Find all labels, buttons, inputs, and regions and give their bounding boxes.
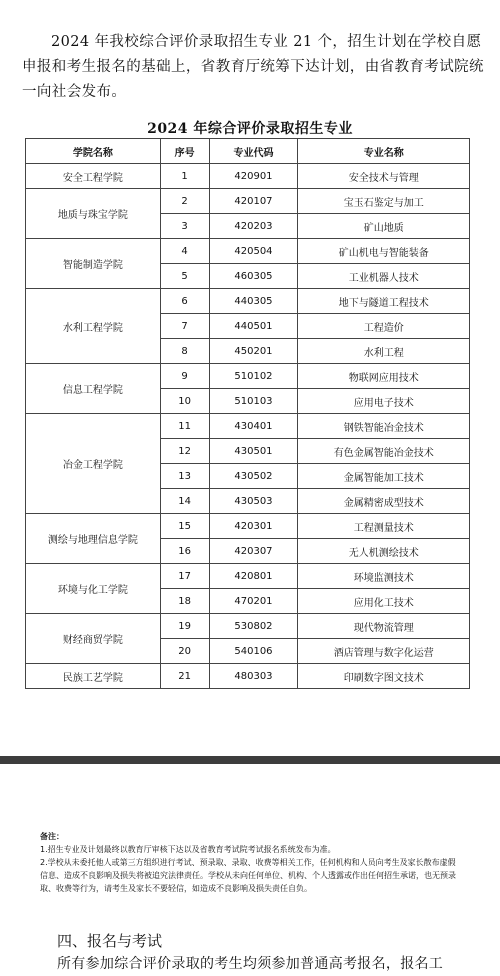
- index-cell: 20: [160, 639, 209, 664]
- code-cell: 510103: [209, 389, 298, 414]
- code-cell: 420901: [209, 164, 298, 189]
- major-cell: 矿山机电与智能装备: [298, 239, 470, 264]
- table-body: [26, 164, 470, 689]
- index-cell: 11: [160, 414, 209, 439]
- college-cell: 安全工程学院: [26, 164, 161, 189]
- major-cell: 宝玉石鉴定与加工: [298, 189, 470, 214]
- table-row: [26, 164, 470, 189]
- index-cell: 10: [160, 389, 209, 414]
- index-cell: 15: [160, 514, 209, 539]
- college-cell: 智能制造学院: [26, 239, 161, 289]
- code-cell: 430503: [209, 489, 298, 514]
- code-cell: 420801: [209, 564, 298, 589]
- code-cell: 420107: [209, 189, 298, 214]
- index-cell: 5: [160, 264, 209, 289]
- table-row: [26, 189, 470, 214]
- header-index: 序号: [160, 139, 209, 164]
- code-cell: 480303: [209, 664, 298, 689]
- college-cell: 财经商贸学院: [26, 614, 161, 664]
- table-row: [26, 664, 470, 689]
- major-cell: 工程造价: [298, 314, 470, 339]
- code-cell: 430501: [209, 439, 298, 464]
- table-row: [26, 364, 470, 389]
- code-cell: 530802: [209, 614, 298, 639]
- major-cell: 水利工程: [298, 339, 470, 364]
- table-row: [26, 289, 470, 314]
- section-heading: 四、报名与考试: [57, 932, 163, 950]
- index-cell: 14: [160, 489, 209, 514]
- code-cell: 440501: [209, 314, 298, 339]
- header-code: 专业代码: [209, 139, 298, 164]
- code-cell: 430401: [209, 414, 298, 439]
- college-cell: 测绘与地理信息学院: [26, 514, 161, 564]
- page-separator: [0, 756, 500, 764]
- index-cell: 19: [160, 614, 209, 639]
- note-item: 1.招生专业及计划最终以教育厅审核下达以及省教育考试院考试报名系统发布为准。: [40, 845, 336, 854]
- index-cell: 1: [160, 164, 209, 189]
- index-cell: 6: [160, 289, 209, 314]
- major-cell: 环境监测技术: [298, 564, 470, 589]
- major-cell: 无人机测绘技术: [298, 539, 470, 564]
- notes-block: [40, 830, 460, 895]
- index-cell: 8: [160, 339, 209, 364]
- code-cell: 420203: [209, 214, 298, 239]
- index-cell: 12: [160, 439, 209, 464]
- major-cell: 工程测量技术: [298, 514, 470, 539]
- index-cell: 3: [160, 214, 209, 239]
- major-cell: 印刷数字图文技术: [298, 664, 470, 689]
- major-cell: 安全技术与管理: [298, 164, 470, 189]
- major-cell: 地下与隧道工程技术: [298, 289, 470, 314]
- major-cell: 现代物流管理: [298, 614, 470, 639]
- index-cell: 17: [160, 564, 209, 589]
- code-cell: 420307: [209, 539, 298, 564]
- college-cell: 地质与珠宝学院: [26, 189, 161, 239]
- college-cell: 冶金工程学院: [26, 414, 161, 514]
- table-row: [26, 564, 470, 589]
- table-row: [26, 414, 470, 439]
- intro-paragraph: 2024 年我校综合评价录取招生专业 21 个，招生计划在学校自愿申报和考生报名的基础上，省教育厅统筹下达计划，由省教育考试院统一向社会发布。: [22, 34, 484, 100]
- majors-table: [25, 138, 470, 689]
- body-text-line: 所有参加综合评价录取的考生均须参加普通高考报名，报名工: [57, 956, 444, 972]
- header-college: 学院名称: [26, 139, 161, 164]
- index-cell: 18: [160, 589, 209, 614]
- code-cell: 420301: [209, 514, 298, 539]
- index-cell: 9: [160, 364, 209, 389]
- code-cell: 440305: [209, 289, 298, 314]
- code-cell: 470201: [209, 589, 298, 614]
- college-cell: 环境与化工学院: [26, 564, 161, 614]
- major-cell: 物联网应用技术: [298, 364, 470, 389]
- table-title: 2024 年综合评价录取招生专业: [147, 121, 353, 137]
- table-row: [26, 614, 470, 639]
- code-cell: 540106: [209, 639, 298, 664]
- table-row: [26, 514, 470, 539]
- college-cell: 信息工程学院: [26, 364, 161, 414]
- college-cell: 水利工程学院: [26, 289, 161, 364]
- table-header-row: [26, 139, 470, 164]
- index-cell: 21: [160, 664, 209, 689]
- major-cell: 矿山地质: [298, 214, 470, 239]
- major-cell: 钢铁智能冶金技术: [298, 414, 470, 439]
- note-item: 2.学校从未委托他人或第三方组织进行考试、预录取、录取、收费等相关工作，任何机构和人员向考生及家长散布虚假信息、造成不良影响及损失将被追究法律责任。学校从未向任何单位、机构、个人透露或作出任何招生承诺，也无预录取、收费等行为，请考生及家长不要轻信，如造成不良影响及损失责任自负。: [40, 858, 456, 893]
- index-cell: 16: [160, 539, 209, 564]
- index-cell: 13: [160, 464, 209, 489]
- college-cell: 民族工艺学院: [26, 664, 161, 689]
- index-cell: 2: [160, 189, 209, 214]
- notes-title: 备注：: [40, 832, 64, 841]
- major-cell: 工业机器人技术: [298, 264, 470, 289]
- major-cell: 应用化工技术: [298, 589, 470, 614]
- index-cell: 4: [160, 239, 209, 264]
- code-cell: 510102: [209, 364, 298, 389]
- index-cell: 7: [160, 314, 209, 339]
- major-cell: 应用电子技术: [298, 389, 470, 414]
- code-cell: 430502: [209, 464, 298, 489]
- major-cell: 有色金属智能冶金技术: [298, 439, 470, 464]
- major-cell: 金属智能加工技术: [298, 464, 470, 489]
- code-cell: 420504: [209, 239, 298, 264]
- code-cell: 460305: [209, 264, 298, 289]
- table-row: [26, 239, 470, 264]
- major-cell: 金属精密成型技术: [298, 489, 470, 514]
- major-cell: 酒店管理与数字化运营: [298, 639, 470, 664]
- header-major: 专业名称: [298, 139, 470, 164]
- code-cell: 450201: [209, 339, 298, 364]
